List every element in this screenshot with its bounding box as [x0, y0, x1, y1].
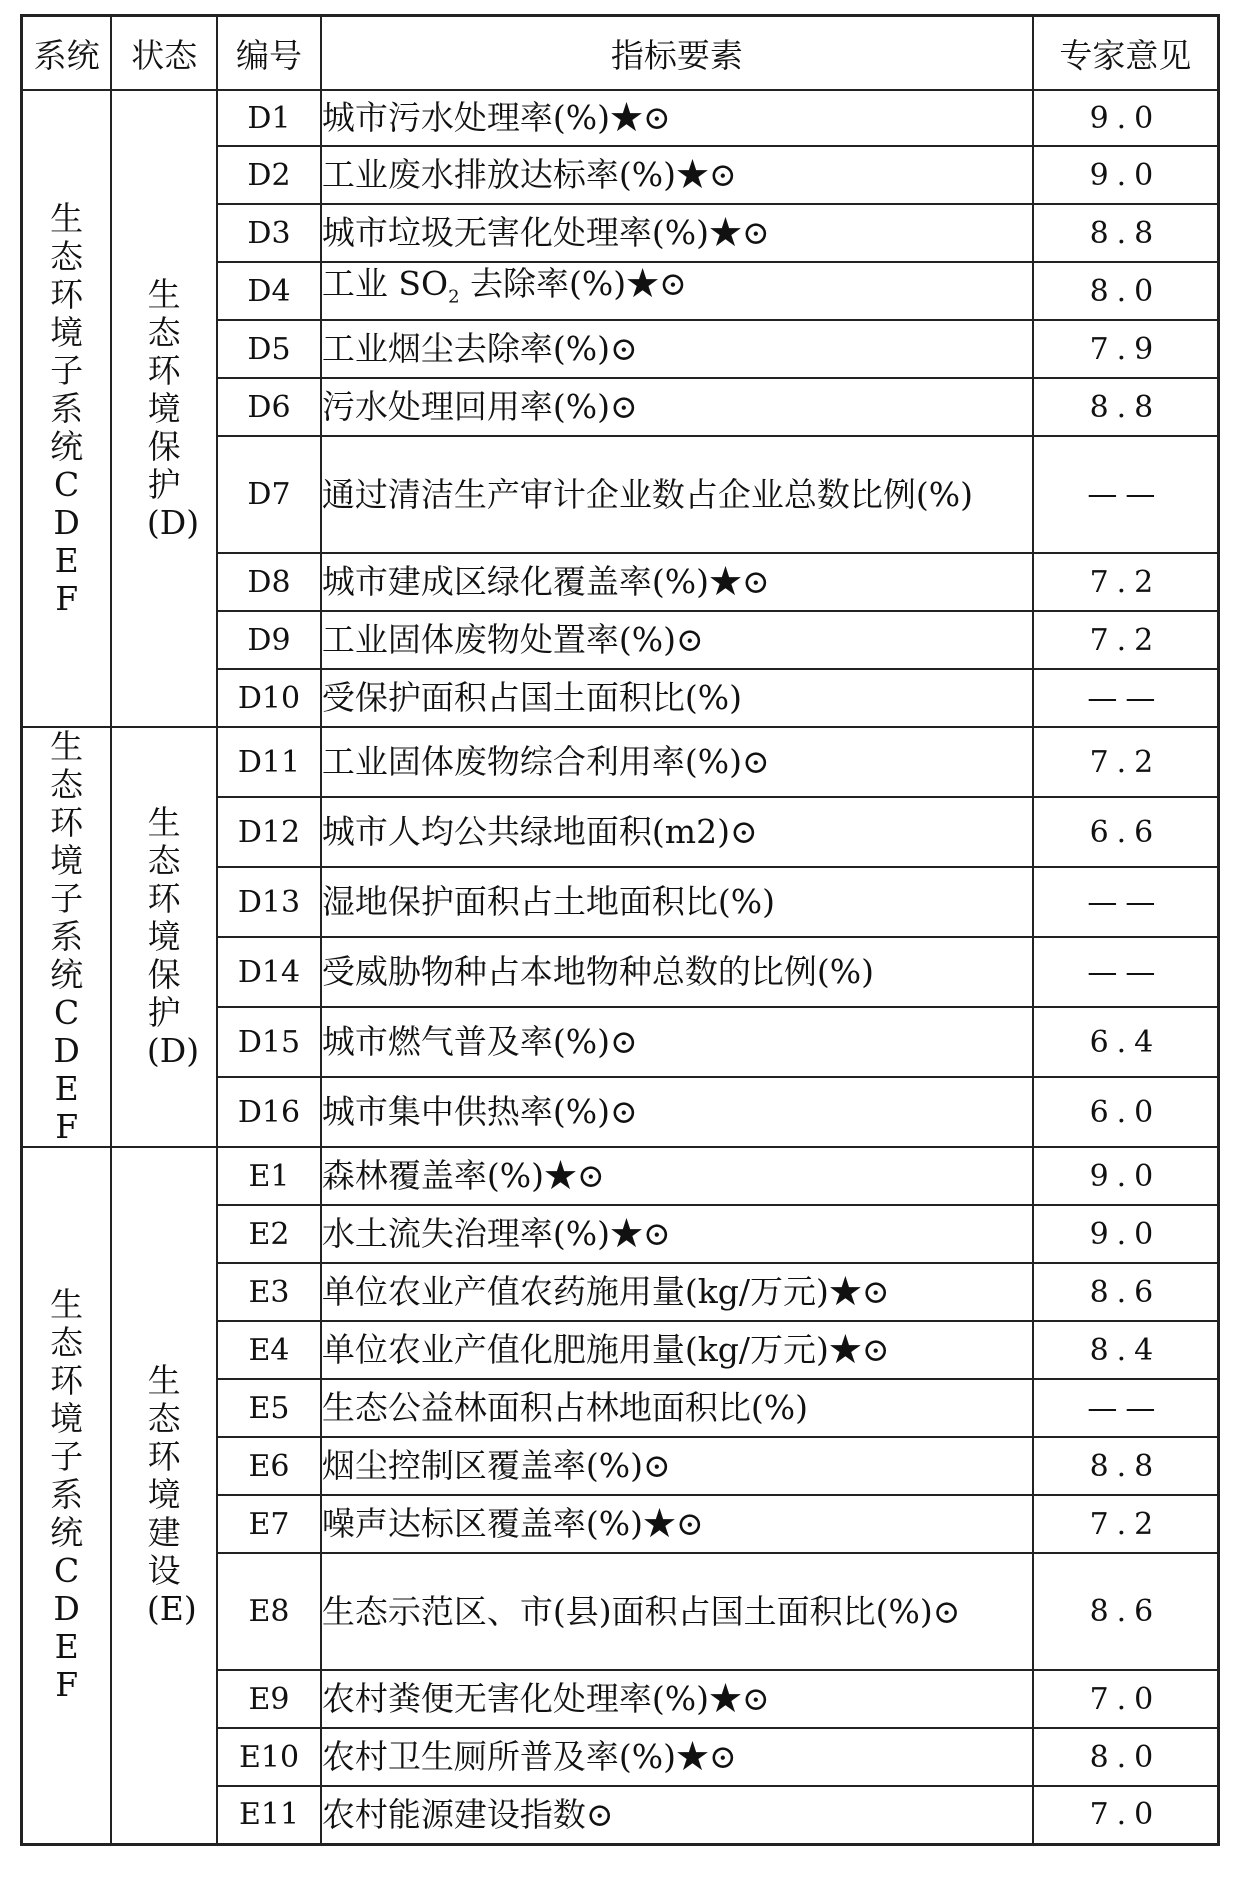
- system-label: 生态环境子系统CDEF: [50, 727, 84, 1146]
- code-cell: E10: [217, 1728, 321, 1786]
- expert-cell: 8.8: [1033, 204, 1219, 262]
- indicator-cell: 生态公益林面积占林地面积比(%): [321, 1379, 1033, 1437]
- expert-cell: 7.9: [1033, 320, 1219, 378]
- indicator-cell: 农村卫生厕所普及率(%)★⊙: [321, 1728, 1033, 1786]
- system-label: 生态环境子系统CDEF: [50, 198, 84, 618]
- indicator-cell: 农村能源建设指数⊙: [321, 1786, 1033, 1844]
- header-state: 状态: [111, 16, 217, 91]
- expert-cell: 9.0: [1033, 146, 1219, 204]
- expert-cell: 8.4: [1033, 1321, 1219, 1379]
- header-code: 编号: [217, 16, 321, 91]
- expert-cell: ——: [1033, 1379, 1219, 1437]
- indicator-cell: 城市人均公共绿地面积(m2)⊙: [321, 797, 1033, 867]
- code-cell: D5: [217, 320, 321, 378]
- expert-cell: 7.2: [1033, 727, 1219, 797]
- indicator-cell: 烟尘控制区覆盖率(%)⊙: [321, 1437, 1033, 1495]
- indicator-cell: 城市燃气普及率(%)⊙: [321, 1007, 1033, 1077]
- expert-cell: ——: [1033, 937, 1219, 1007]
- system-cell: [22, 90, 112, 727]
- indicator-cell: 单位农业产值农药施用量(kg/万元)★⊙: [321, 1263, 1033, 1321]
- code-cell: E2: [217, 1205, 321, 1263]
- code-cell: E8: [217, 1553, 321, 1670]
- code-cell: D15: [217, 1007, 321, 1077]
- code-cell: D8: [217, 553, 321, 611]
- expert-cell: 7.0: [1033, 1670, 1219, 1728]
- indicator-cell: 单位农业产值化肥施用量(kg/万元)★⊙: [321, 1321, 1033, 1379]
- code-cell: D11: [217, 727, 321, 797]
- code-cell: D6: [217, 378, 321, 436]
- indicator-text-part: 工业 SO: [321, 264, 449, 304]
- indicator-cell: 工业废水排放达标率(%)★⊙: [321, 146, 1033, 204]
- expert-cell: 9.0: [1033, 1147, 1219, 1205]
- code-cell: E11: [217, 1786, 321, 1844]
- header-expert-opinion: 专家意见: [1033, 16, 1219, 91]
- code-cell: E5: [217, 1379, 321, 1437]
- system-cell: [22, 727, 112, 1147]
- system-label: 生态环境子系统CDEF: [50, 1285, 84, 1705]
- state-label: 生态环境保护(D): [146, 274, 200, 542]
- code-cell: D10: [217, 669, 321, 727]
- code-cell: E9: [217, 1670, 321, 1728]
- indicator-cell: 城市集中供热率(%)⊙: [321, 1077, 1033, 1147]
- expert-cell: 7.2: [1033, 1495, 1219, 1553]
- indicator-cell: 受保护面积占国土面积比(%): [321, 669, 1033, 727]
- indicator-cell: 工业烟尘去除率(%)⊙: [321, 320, 1033, 378]
- expert-cell: 6.4: [1033, 1007, 1219, 1077]
- expert-cell: 8.0: [1033, 262, 1219, 320]
- code-cell: E1: [217, 1147, 321, 1205]
- indicator-table-container: [20, 14, 1220, 1846]
- expert-cell: 7.2: [1033, 553, 1219, 611]
- code-cell: D7: [217, 436, 321, 553]
- indicator-cell: 工业固体废物处置率(%)⊙: [321, 611, 1033, 669]
- code-cell: D4: [217, 262, 321, 320]
- state-label: 生态环境建设(E): [146, 1361, 197, 1629]
- indicator-cell: 通过清洁生产审计企业数占企业总数比例(%): [321, 436, 1033, 553]
- expert-cell: 9.0: [1033, 90, 1219, 146]
- code-cell: D2: [217, 146, 321, 204]
- indicator-table: [20, 14, 1220, 1846]
- expert-cell: ——: [1033, 867, 1219, 937]
- code-cell: D9: [217, 611, 321, 669]
- expert-cell: 7.2: [1033, 611, 1219, 669]
- indicator-cell: 城市污水处理率(%)★⊙: [321, 90, 1033, 146]
- code-cell: D13: [217, 867, 321, 937]
- indicator-cell: 城市建成区绿化覆盖率(%)★⊙: [321, 553, 1033, 611]
- expert-cell: ——: [1033, 436, 1219, 553]
- code-cell: D1: [217, 90, 321, 146]
- code-cell: E7: [217, 1495, 321, 1553]
- indicator-cell: 农村粪便无害化处理率(%)★⊙: [321, 1670, 1033, 1728]
- indicator-cell: 水土流失治理率(%)★⊙: [321, 1205, 1033, 1263]
- indicator-cell: 受威胁物种占本地物种总数的比例(%): [321, 937, 1033, 1007]
- code-cell: D3: [217, 204, 321, 262]
- state-cell: [111, 727, 217, 1147]
- expert-cell: 8.8: [1033, 1437, 1219, 1495]
- code-cell: D16: [217, 1077, 321, 1147]
- table-row: [22, 90, 1219, 146]
- code-cell: D14: [217, 937, 321, 1007]
- expert-cell: 8.6: [1033, 1553, 1219, 1670]
- indicator-cell: 工业固体废物综合利用率(%)⊙: [321, 727, 1033, 797]
- table-row: [22, 727, 1219, 797]
- indicator-cell: [321, 262, 1033, 320]
- state-cell: [111, 90, 217, 727]
- indicator-text-part: 去除率(%)★⊙: [459, 264, 687, 304]
- indicator-cell: 噪声达标区覆盖率(%)★⊙: [321, 1495, 1033, 1553]
- expert-cell: 9.0: [1033, 1205, 1219, 1263]
- indicator-cell: 森林覆盖率(%)★⊙: [321, 1147, 1033, 1205]
- state-label: 生态环境保护(D): [146, 803, 200, 1070]
- table-row: [22, 1147, 1219, 1205]
- expert-cell: 8.8: [1033, 378, 1219, 436]
- expert-cell: 8.6: [1033, 1263, 1219, 1321]
- system-cell: [22, 1147, 112, 1844]
- indicator-cell: 污水处理回用率(%)⊙: [321, 378, 1033, 436]
- indicator-cell: 城市垃圾无害化处理率(%)★⊙: [321, 204, 1033, 262]
- header-system: 系统: [22, 16, 112, 91]
- code-cell: D12: [217, 797, 321, 867]
- state-cell: [111, 1147, 217, 1844]
- header-indicator: 指标要素: [321, 16, 1033, 91]
- subscript: 2: [448, 286, 460, 308]
- indicator-cell: 湿地保护面积占土地面积比(%): [321, 867, 1033, 937]
- expert-cell: 7.0: [1033, 1786, 1219, 1844]
- expert-cell: 6.0: [1033, 1077, 1219, 1147]
- code-cell: E4: [217, 1321, 321, 1379]
- indicator-cell: 生态示范区、市(县)面积占国土面积比(%)⊙: [321, 1553, 1033, 1670]
- code-cell: E6: [217, 1437, 321, 1495]
- expert-cell: 6.6: [1033, 797, 1219, 867]
- header-row: [22, 16, 1219, 91]
- expert-cell: 8.0: [1033, 1728, 1219, 1786]
- code-cell: E3: [217, 1263, 321, 1321]
- expert-cell: ——: [1033, 669, 1219, 727]
